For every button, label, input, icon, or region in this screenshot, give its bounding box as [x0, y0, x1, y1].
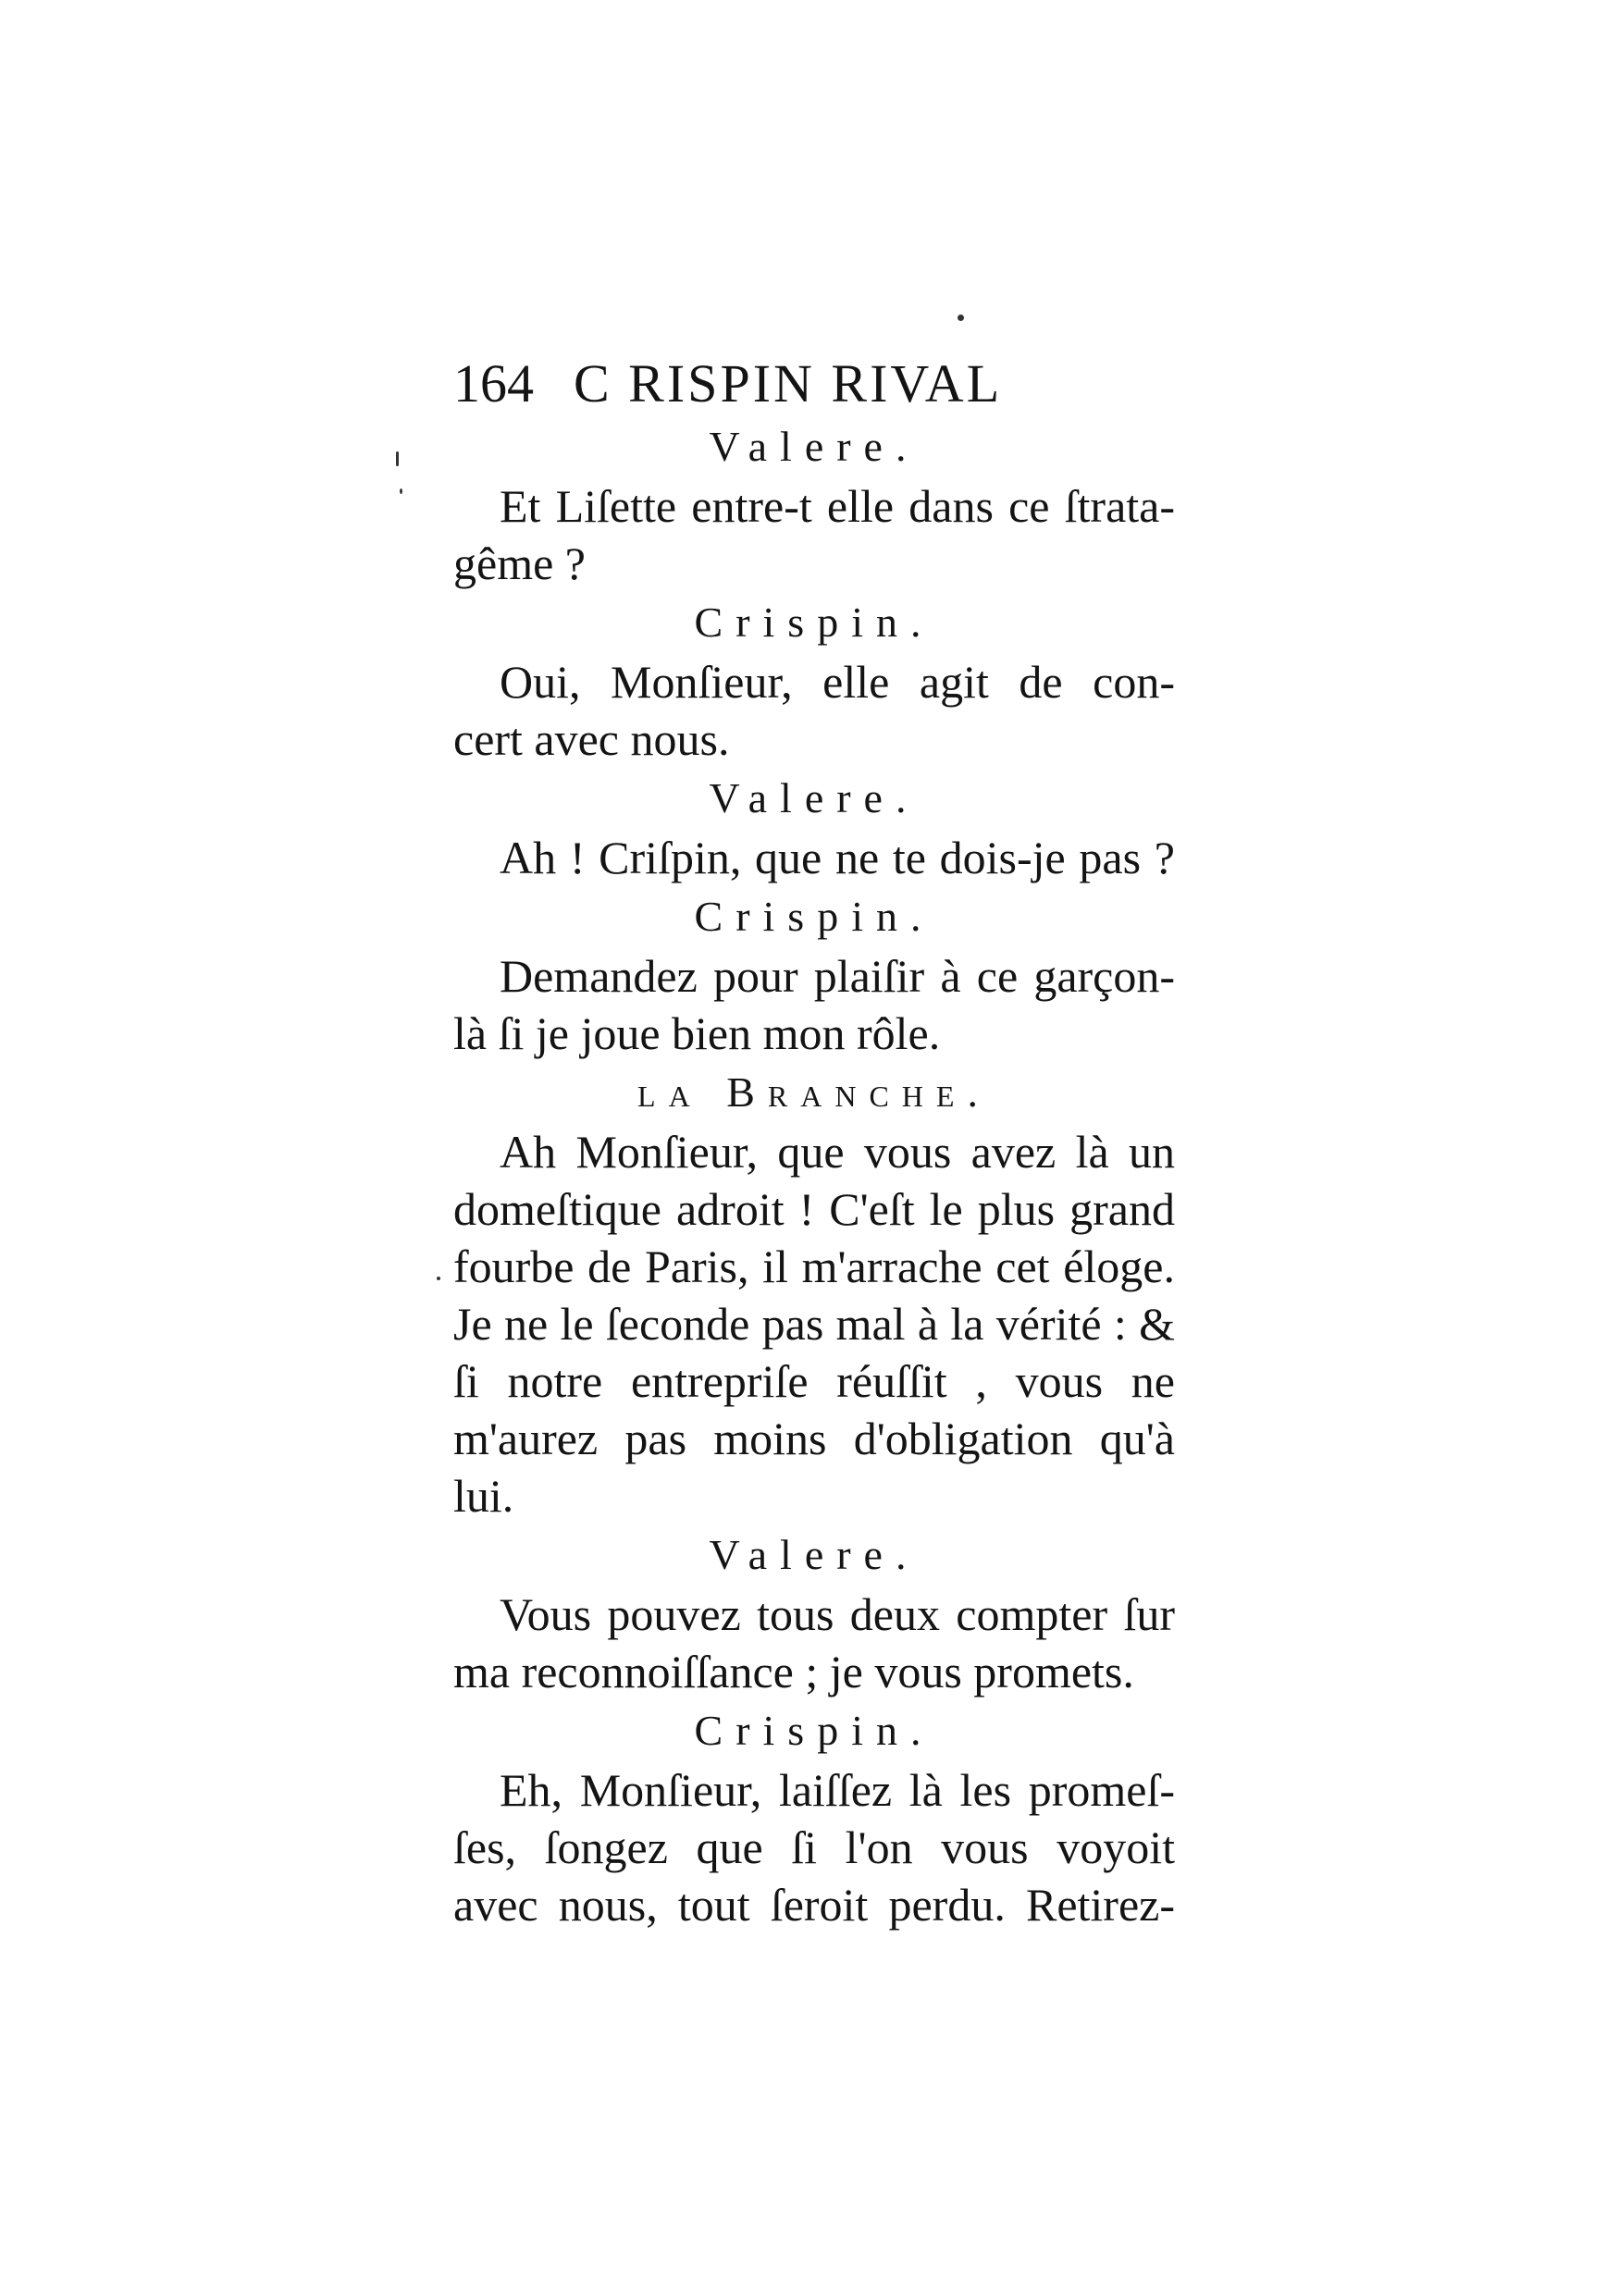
- dialogue-entry: [453, 886, 1175, 1062]
- ink-speck: [437, 1277, 440, 1280]
- speech-line: Je ne le ſeconde pas mal à la vérité : &: [453, 1298, 1175, 1350]
- speaker-name: Valere.: [709, 423, 920, 470]
- dialogue-entry: [453, 1062, 1175, 1524]
- speech: [453, 477, 1175, 592]
- speech-line: avec nous, tout ſeroit perdu. Retirez-: [453, 1879, 1175, 1931]
- speaker-name: Crispin.: [694, 599, 934, 646]
- speech: [453, 1761, 1175, 1933]
- speaker-name: Crispin.: [694, 1707, 934, 1754]
- dialogue-entry: [453, 416, 1175, 592]
- dialogue-entry: [453, 1524, 1175, 1700]
- speech-line: domeſtique adroit ! C'eſt le plus grand: [453, 1183, 1175, 1235]
- ink-speck: [396, 451, 399, 466]
- page-number: 164: [453, 353, 534, 414]
- text-block: [453, 352, 1175, 1933]
- speaker-name: la Branche.: [637, 1068, 991, 1116]
- speech-line: Ah ! Criſpin, que ne te dois-je pas ?: [500, 832, 1175, 883]
- speech: [453, 1123, 1175, 1524]
- speech-line: gême ?: [453, 537, 586, 589]
- speaker-name: Crispin.: [694, 893, 934, 940]
- speech-line: Ah Monſieur, que vous avez là un: [500, 1126, 1175, 1178]
- speech-line: là ſi je joue bien mon rôle.: [453, 1007, 941, 1059]
- speech-line: Vous pouvez tous deux compter ſur: [500, 1588, 1175, 1640]
- speech-line: ma reconnoiſſance ; je vous promets.: [453, 1646, 1134, 1697]
- speaker-name: Valere.: [709, 774, 920, 821]
- speech: [453, 829, 1175, 886]
- ink-speck: [958, 315, 964, 321]
- speech-line: m'aurez pas moins d'obligation qu'à: [453, 1413, 1175, 1464]
- dialogue-entry: [453, 1700, 1175, 1933]
- ink-speck: [400, 488, 402, 494]
- dialogue-entry: [453, 768, 1175, 886]
- running-title: C RISPIN RIVAL: [574, 353, 1003, 414]
- speech-line: Oui, Monſieur, elle agit de con-: [500, 656, 1175, 708]
- speech-line: Demandez pour plaiſir à ce garçon-: [500, 950, 1175, 1002]
- speech: [453, 947, 1175, 1062]
- speech-line: lui.: [453, 1470, 514, 1522]
- speaker-name: Valere.: [709, 1531, 920, 1578]
- speech-line: ſi notre entrepriſe réuſſit , vous ne: [453, 1355, 1175, 1407]
- speech: [453, 653, 1175, 768]
- running-head: [453, 352, 1175, 416]
- speech-line: ſes, ſongez que ſi l'on vous voyoit: [453, 1821, 1175, 1873]
- speech-line: Eh, Monſieur, laiſſez là les promeſ-: [500, 1764, 1175, 1816]
- speech-line: Et Liſette entre-t elle dans ce ſtrata-: [500, 480, 1175, 532]
- speech-line: fourbe de Paris, il m'arrache cet éloge.: [453, 1241, 1175, 1292]
- speech-line: cert avec nous.: [453, 713, 730, 765]
- speech: [453, 1586, 1175, 1700]
- dialogue-entry: [453, 592, 1175, 768]
